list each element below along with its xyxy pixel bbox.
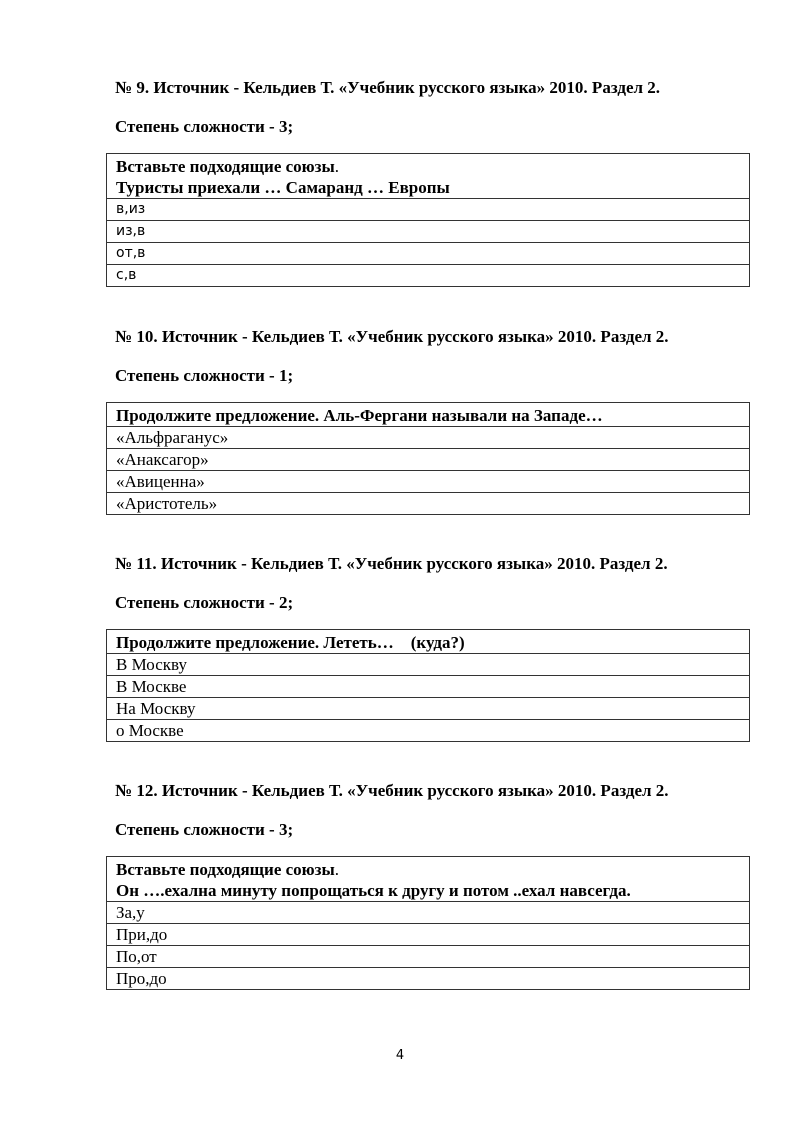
question-9-option-2[interactable]: из,в (107, 221, 750, 243)
question-11-option-row (107, 698, 750, 720)
question-9-table (106, 153, 750, 287)
question-12-prompt (107, 857, 750, 902)
question-12-option-4[interactable]: Про,до (107, 968, 750, 990)
question-12-prompt-row (107, 857, 750, 902)
question-11-option-row (107, 720, 750, 742)
question-9-option-4[interactable]: с,в (107, 265, 750, 287)
question-12-table (106, 856, 750, 990)
question-11-heading: № 11. Источник - Кельдиев Т. «Учебник русского языка» 2010. Раздел 2. (115, 554, 668, 573)
question-9-option-row (107, 243, 750, 265)
question-9-prompt-line2: Туристы приехали … Самаранд … Европы (116, 178, 450, 197)
question-11-option-3[interactable]: На Москву (107, 698, 750, 720)
question-10-heading: № 10. Источник - Кельдиев Т. «Учебник русского языка» 2010. Раздел 2. (115, 327, 669, 346)
question-10-option-2[interactable]: «Анаксагор» (107, 449, 750, 471)
question-10-option-row (107, 493, 750, 515)
question-9-option-1[interactable]: в,из (107, 199, 750, 221)
question-11-prompt-row (107, 630, 750, 654)
question-9-heading: № 9. Источник - Кельдиев Т. «Учебник русского языка» 2010. Раздел 2. (115, 78, 661, 97)
question-11-table (106, 629, 750, 742)
question-9-prompt-line1: Вставьте подходящие союзы (116, 157, 335, 176)
question-12-option-1[interactable]: За,у (107, 902, 750, 924)
question-12-prompt-dot: . (334, 860, 340, 879)
question-10-option-3[interactable]: «Авиценна» (107, 471, 750, 493)
question-11-option-row (107, 654, 750, 676)
question-12-prompt-line1: Вставьте подходящие союзы (116, 860, 335, 879)
question-11-difficulty: Степень сложности - 2; (115, 593, 294, 612)
question-10-option-1[interactable]: «Альфраганус» (107, 427, 750, 449)
question-12-option-row (107, 924, 750, 946)
question-12-prompt-line2: Он ….ехална минуту попрощаться к другу и потом ..ехал навсегда. (116, 881, 631, 900)
question-9-difficulty: Степень сложности - 3; (115, 117, 294, 136)
question-9-option-row (107, 221, 750, 243)
question-10-option-row (107, 449, 750, 471)
question-10-table (106, 402, 750, 515)
question-11-option-row (107, 676, 750, 698)
question-10-option-4[interactable]: «Аристотель» (107, 493, 750, 515)
question-10-difficulty: Степень сложности - 1; (115, 366, 294, 385)
question-11-option-1[interactable]: В Москву (107, 654, 750, 676)
question-12-difficulty: Степень сложности - 3; (115, 820, 294, 839)
question-9-option-3[interactable]: от,в (107, 243, 750, 265)
question-11-prompt: Продолжите предложение. Лететь… (куда?) (107, 630, 750, 654)
question-10-option-row (107, 427, 750, 449)
question-12-option-row (107, 968, 750, 990)
page-number: 4 (395, 1048, 405, 1063)
question-9-prompt-dot: . (334, 157, 340, 176)
question-9-option-row (107, 199, 750, 221)
question-12-heading: № 12. Источник - Кельдиев Т. «Учебник русского языка» 2010. Раздел 2. (115, 781, 669, 800)
question-9-prompt (107, 154, 750, 199)
question-12-option-row (107, 946, 750, 968)
question-12-option-row (107, 902, 750, 924)
question-12-option-2[interactable]: При,до (107, 924, 750, 946)
question-11-option-2[interactable]: В Москве (107, 676, 750, 698)
question-9-option-row (107, 265, 750, 287)
question-10-prompt-row (107, 403, 750, 427)
question-10-option-row (107, 471, 750, 493)
question-10-prompt: Продолжите предложение. Аль-Фергани называли на Западе… (107, 403, 750, 427)
question-9-prompt-row (107, 154, 750, 199)
question-12-option-3[interactable]: По,от (107, 946, 750, 968)
question-11-option-4[interactable]: о Москве (107, 720, 750, 742)
